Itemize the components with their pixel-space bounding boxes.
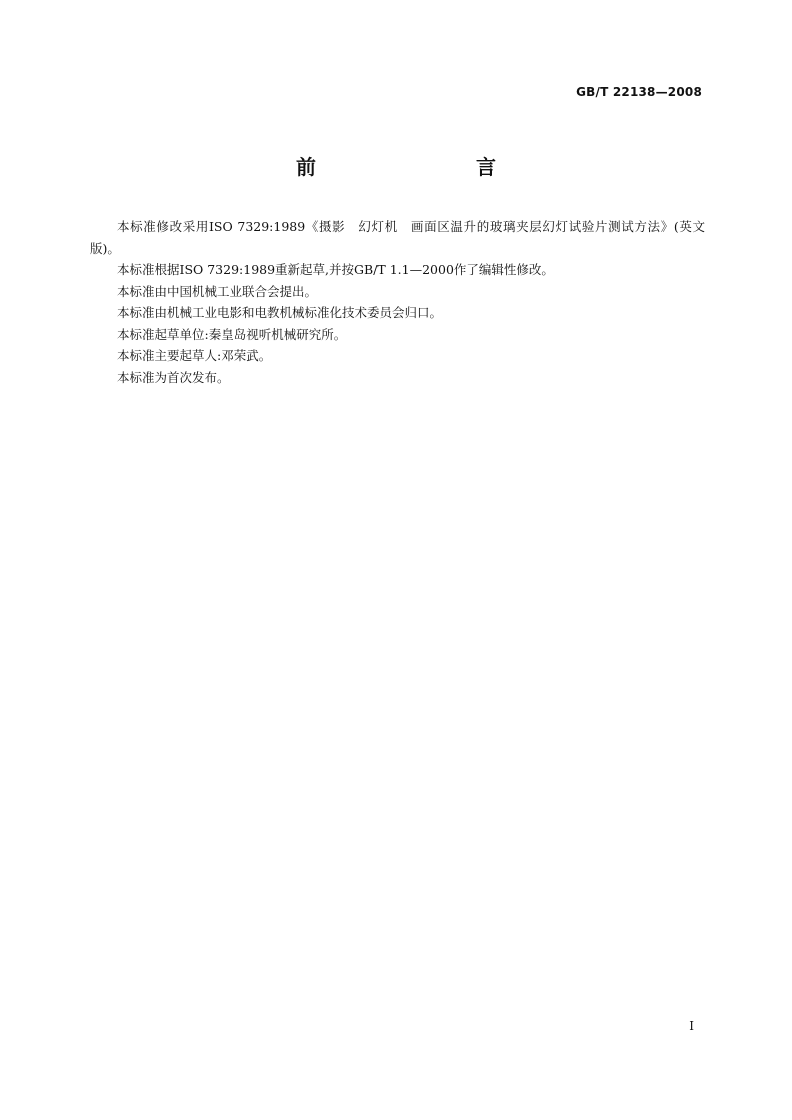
paragraph-drafting-unit: 本标准起草单位:秦皇岛视听机械研究所。 bbox=[117, 326, 347, 342]
paragraph-committee: 本标准由机械工业电影和电教机械标准化技术委员会归口。 bbox=[117, 305, 443, 320]
page-title: 前 言 bbox=[296, 155, 536, 179]
page-number: I bbox=[689, 1019, 694, 1033]
foreword-body bbox=[90, 216, 705, 388]
paragraph-drafter: 本标准主要起草人:邓荣武。 bbox=[117, 348, 272, 363]
paragraph-adoption: 本标准修改采用ISO 7329:1989《摄影 幻灯机 画面区温升的玻璃夹层幻灯试验片测试方法》(英文版)。 bbox=[90, 219, 705, 256]
paragraph-first-release: 本标准为首次发布。 bbox=[117, 369, 230, 385]
standard-code: GB/T 22138—2008 bbox=[576, 85, 702, 99]
paragraph-proposer: 本标准由中国机械工业联合会提出。 bbox=[117, 283, 318, 299]
paragraph-drafting-basis: 本标准根据ISO 7329:1989重新起草,并按GB/T 1.1—2000作了编辑性修改。 bbox=[117, 262, 554, 277]
